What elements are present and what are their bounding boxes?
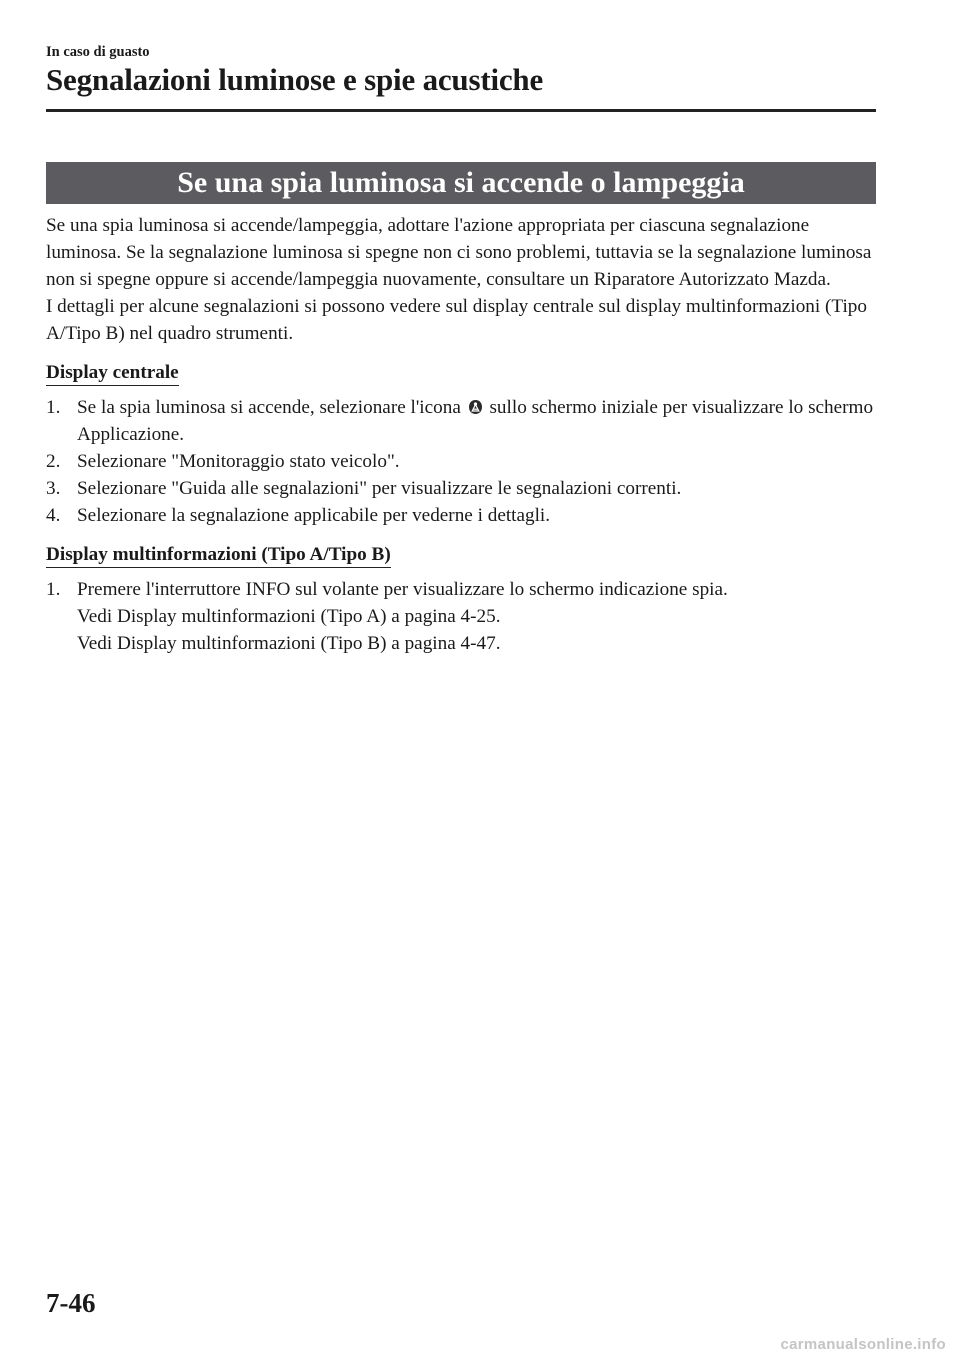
list-item (46, 576, 886, 657)
watermark: carmanualsonline.info (780, 1336, 946, 1353)
list-item (46, 502, 886, 529)
list-item (46, 475, 886, 502)
list-item (46, 448, 886, 475)
step-text: Premere l'interruttore INFO sul volante per visualizzare lo schermo indicazione spia. (77, 579, 728, 600)
applications-icon (468, 396, 483, 412)
step-number: 3. (46, 478, 61, 499)
step-number: 1. (46, 579, 61, 600)
display-multinformazioni-steps (46, 576, 886, 657)
step-number: 1. (46, 397, 61, 418)
page-reference-tipo-a: Vedi Display multinformazioni (Tipo A) a pagina 4-25. (77, 606, 501, 627)
title-rule (46, 109, 876, 112)
breadcrumb: In caso di guasto (46, 44, 150, 60)
display-multinformazioni-heading: Display multinformazioni (Tipo A/Tipo B) (46, 544, 391, 568)
step-text-before-icon: Se la spia luminosa si accende, selezionare l'icona (77, 397, 461, 418)
section-title-bar (46, 162, 876, 204)
display-centrale-steps (46, 394, 886, 529)
step-text-after-icon: sullo schermo iniziale per visualizzare lo schermo Applicazione. (77, 397, 874, 445)
step-text: Selezionare la segnalazione applicabile per vederne i dettagli. (77, 505, 551, 526)
body-content (46, 212, 886, 657)
display-centrale-heading-wrap (46, 359, 886, 386)
page-reference-tipo-b: Vedi Display multinformazioni (Tipo B) a pagina 4-47. (77, 633, 501, 654)
intro-paragraph-2: I dettagli per alcune segnalazioni si possono vedere sul display centrale sul display multinformazioni (Tipo A/Tipo B) nel quadro strumenti. (46, 296, 867, 344)
step-text: Selezionare "Guida alle segnalazioni" per visualizzare le segnalazioni correnti. (77, 478, 682, 499)
list-item (46, 394, 886, 448)
step-number: 4. (46, 505, 61, 526)
display-multinformazioni-heading-wrap (46, 541, 886, 568)
display-centrale-heading: Display centrale (46, 362, 179, 386)
section-title: Se una spia luminosa si accende o lampeggia (177, 166, 745, 199)
intro-paragraph-1: Se una spia luminosa si accende/lampeggia, adottare l'azione appropriata per ciascuna segnalazione luminosa. Se la segnalazione luminosa si spegne non ci sono problemi, tuttavia se la segnalazione luminosa non si spegne oppure si accende/lampeggia nuovamente, consultare un Riparatore Autorizzato Mazda. (46, 215, 872, 290)
chapter-title: Segnalazioni luminose e spie acustiche (46, 62, 544, 97)
step-number: 2. (46, 451, 61, 472)
step-text: Selezionare "Monitoraggio stato veicolo". (77, 451, 400, 472)
page-number: 7-46 (46, 1288, 96, 1318)
